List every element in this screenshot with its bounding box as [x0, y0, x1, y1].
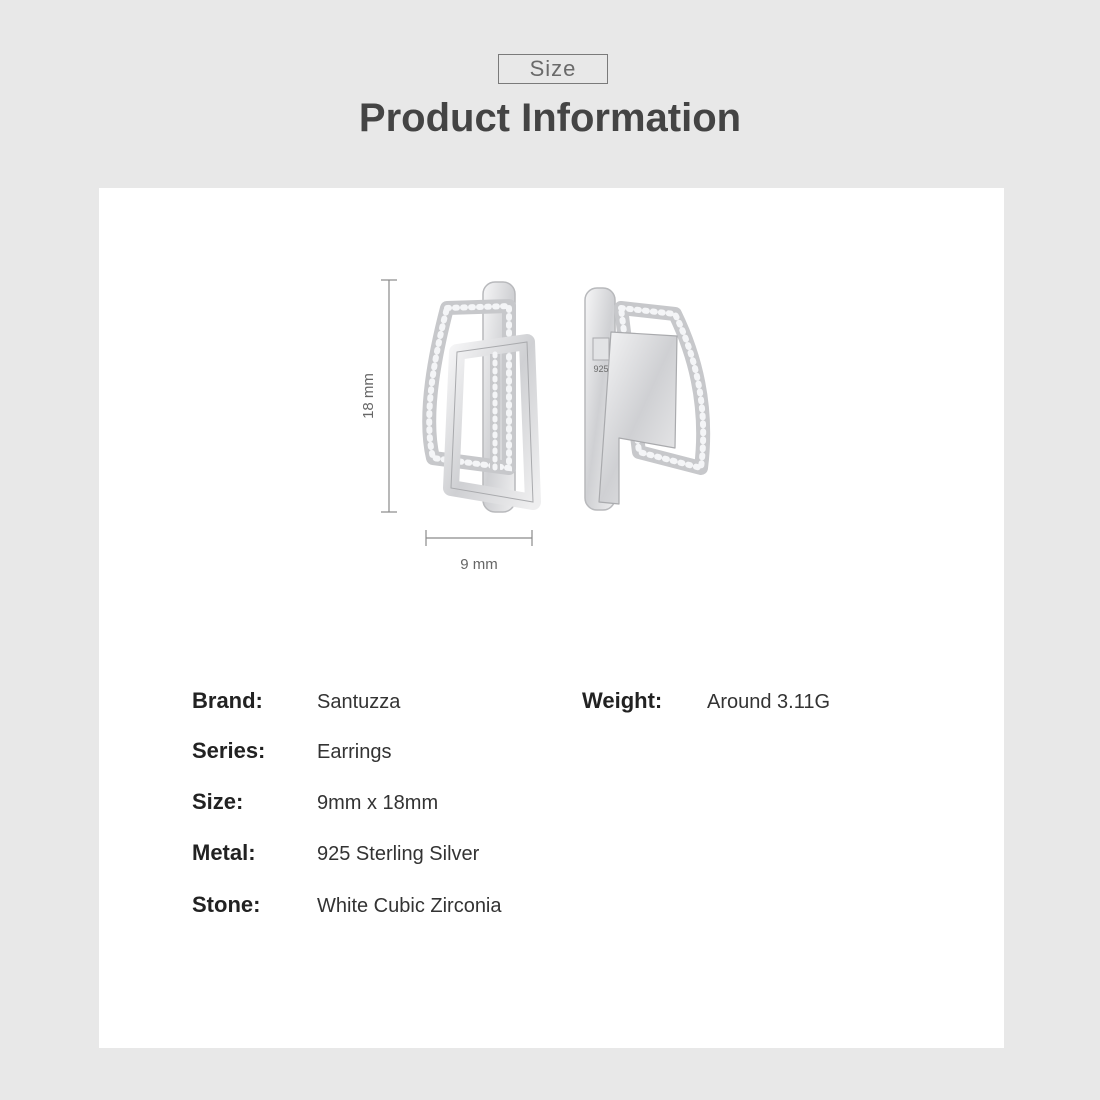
earrings-illustration	[349, 258, 729, 608]
spec-label: Series:	[192, 738, 266, 763]
spec-label: Weight:	[582, 688, 663, 713]
left-earring	[429, 282, 533, 512]
size-tag: Size	[498, 54, 608, 84]
spec-value: Around 3.11G	[707, 691, 831, 713]
width-dimension-line	[426, 530, 532, 546]
page-title: Product Information	[358, 96, 742, 140]
spec-label: Brand:	[192, 688, 263, 713]
product-card	[99, 188, 1004, 1048]
height-label: 18 mm	[360, 373, 377, 419]
silver-stamp: 925	[593, 364, 609, 374]
spec-label: Metal:	[192, 840, 256, 865]
spec-label: Stone:	[192, 892, 261, 917]
spec-value: White Cubic Zirconia	[317, 895, 502, 917]
spec-value: Santuzza	[317, 691, 401, 713]
width-label: 9 mm	[460, 556, 498, 573]
height-dimension-line	[381, 280, 397, 512]
right-earring	[585, 288, 703, 510]
spec-value: 9mm x 18mm	[317, 792, 439, 814]
spec-value: Earrings	[317, 741, 392, 763]
spec-label: Size:	[192, 789, 244, 814]
spec-value: 925 Sterling Silver	[317, 843, 480, 865]
